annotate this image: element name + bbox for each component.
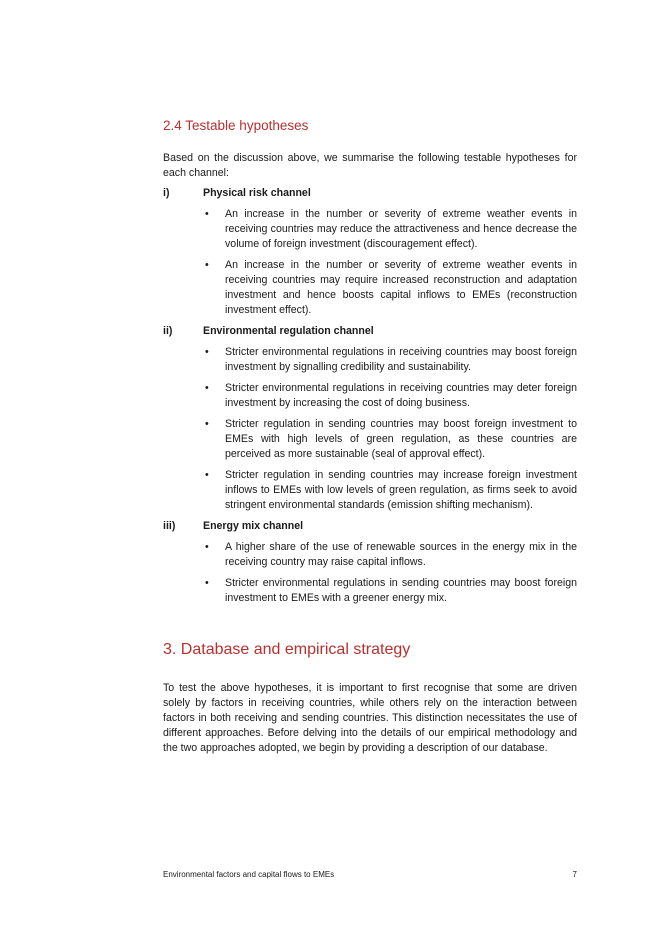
bullet-text: Stricter regulation in sending countries may increase foreign investment inflows to EMEs with low levels of green regulation, as firms seek to avoid stringent environmental standards (emission shifting mechanism). [225,469,577,511]
bullet-icon: • [205,541,209,553]
channel-header [163,324,577,339]
list-item [203,345,577,375]
bullet-text: Stricter regulation in sending countries may boost foreign investment to EMEs with high levels of green regulation, as these countries are perceived as more sustainable (seal of approval effect). [225,418,577,460]
list-item [203,540,577,570]
bullet-text: An increase in the number or severity of extreme weather events in receiving countries may require increased reconstruction and adaptation investment and hence boosts capital inflows to EMEs (reconstruction investment effect). [225,259,577,316]
list-item [203,417,577,462]
bullet-icon: • [205,382,209,394]
page-number: 7 [572,870,577,879]
bullet-text: An increase in the number or severity of extreme weather events in receiving countries may reduce the attractiveness and hence decrease the volume of foreign investment (discouragement effect). [225,208,577,250]
list-item [203,381,577,411]
intro-paragraph: Based on the discussion above, we summarise the following testable hypotheses for each channel: [163,152,577,179]
section-heading-database: 3. Database and empirical strategy [163,641,411,658]
bullet-icon: • [205,346,209,358]
bullet-icon: • [205,259,209,271]
channel-bullets [163,345,577,513]
channel-environmental-regulation [163,324,577,513]
channel-number: i) [163,187,170,199]
list-item [203,468,577,513]
bullet-text: Stricter environmental regulations in sending countries may boost foreign investment to EMEs with a greener energy mix. [225,577,577,604]
list-item [203,258,577,318]
channel-number: ii) [163,325,173,337]
list-item [203,576,577,606]
channel-energy-mix [163,519,577,606]
channel-bullets [163,207,577,318]
channel-title: Physical risk channel [203,187,311,199]
bullet-icon: • [205,418,209,430]
bullet-text: Stricter environmental regulations in receiving countries may boost foreign investment by signalling credibility and sustainability. [225,346,577,373]
channel-number: iii) [163,520,176,532]
channel-header [163,519,577,534]
list-item [203,207,577,252]
channel-title: Environmental regulation channel [203,325,374,337]
channel-title: Energy mix channel [203,520,304,532]
bullet-icon: • [205,208,209,220]
hypotheses-list [163,186,577,612]
channel-bullets [163,540,577,606]
bullet-text: A higher share of the use of renewable sources in the energy mix in the receiving country may raise capital inflows. [225,541,577,568]
footer-title: Environmental factors and capital flows to EMEs [163,870,335,879]
bullet-icon: • [205,469,209,481]
section-heading-testable-hypotheses: 2.4 Testable hypotheses [163,118,309,133]
channel-header [163,186,577,201]
channel-physical-risk [163,186,577,318]
bullet-icon: • [205,577,209,589]
section-3-paragraph: To test the above hypotheses, it is important to first recognise that some are driven solely by factors in receiving countries, while others rely on the interaction between factors in both receiving and sending countries. This distinction necessitates the use of different approaches. Before delving into the details of our empirical methodology and the two approaches adopted, we begin by providing a description of our database. [163,682,577,754]
bullet-text: Stricter environmental regulations in receiving countries may deter foreign investment by increasing the cost of doing business. [225,382,577,409]
